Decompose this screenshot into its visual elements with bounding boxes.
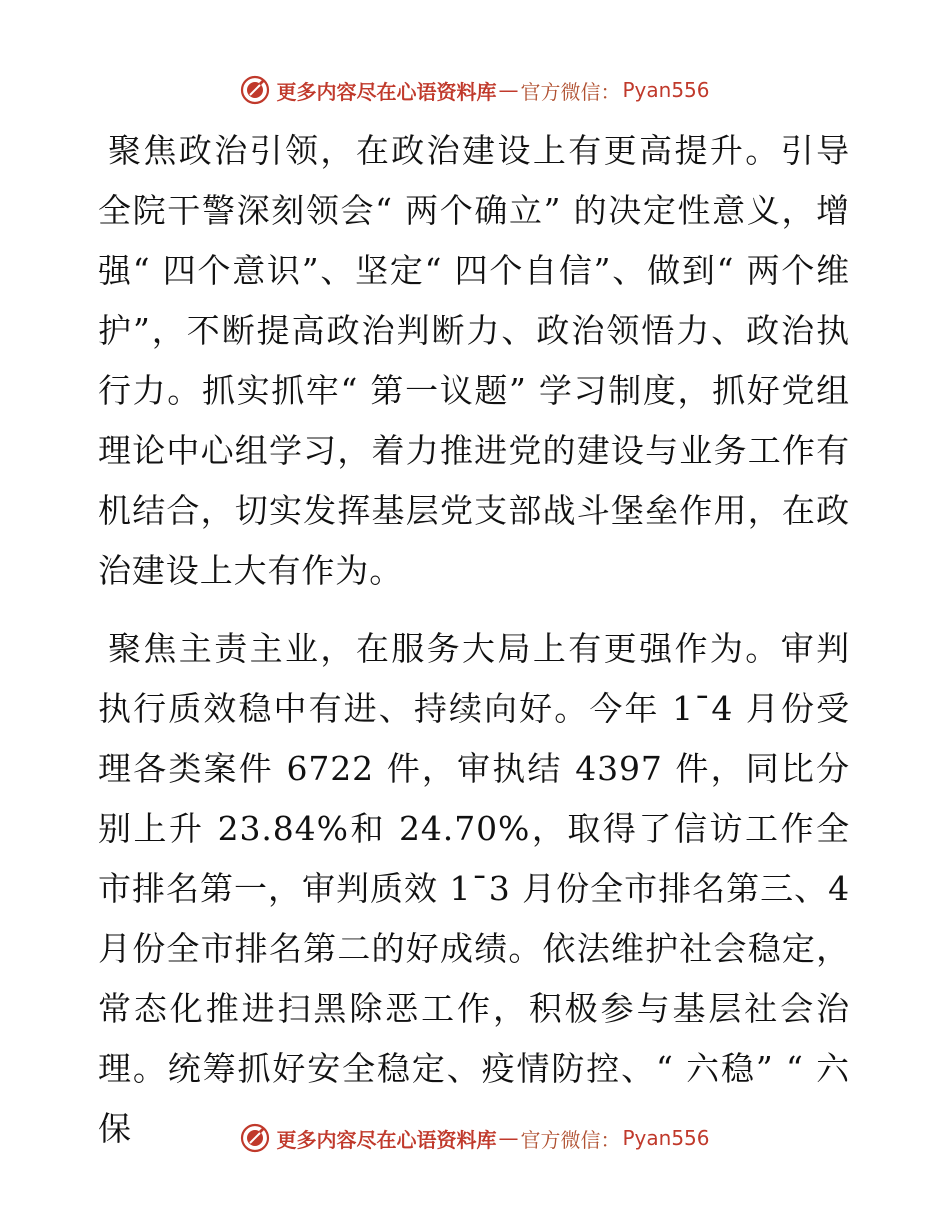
header-watermark <box>0 70 950 110</box>
paragraph-political-leadership: 聚焦政治引领，在政治建设上有更高提升。引导全院干警深刻领会“ 两个确立” 的决定性意义，增强“ 四个意识”、坚定“ 四个自信”、做到“ 两个维护”，不断提高政治判断力、政治领悟力、政治执行力。抓实抓牢“ 第一议题” 学习制度，抓好党组理论中心组学习，着力推进党的建设与业务工作有机结合，切实发挥基层党支部战斗堡垒作用，在政治建设上大有作为。 <box>98 131 850 590</box>
seal-logo-icon <box>240 75 270 105</box>
paragraph-main-responsibility: 聚焦主责主业，在服务大局上有更强作为。审判执行质效稳中有进、持续向好。今年 1¯4 月份受理各类案件 6722 件，审执结 4397 件，同比分别上升 23.84%和 24.70%，取得了信访工作全市排名第一，审判质效 1¯3 月份全市排名第三、4 月份全市排名第二的好成绩。依法维护社会稳定，常态化推进扫黑除恶工作，积极参与基层社会治理。统筹抓好安全稳定、疫情防控、“ 六稳” “ 六保 <box>98 629 850 1148</box>
footer-watermark <box>0 1118 950 1158</box>
watermark-text: 更多内容尽在心语资料库 <box>276 1127 497 1152</box>
watermark-dash: — <box>498 1126 519 1150</box>
watermark-contact-label: 官方微信： <box>520 1127 621 1152</box>
watermark-contact-id: Pyan556 <box>622 78 710 102</box>
watermark-text: 更多内容尽在心语资料库 <box>276 79 497 104</box>
watermark-dash: — <box>498 78 519 102</box>
watermark-contact-label: 官方微信： <box>520 79 621 104</box>
seal-logo-icon <box>240 1123 270 1153</box>
watermark-contact-id: Pyan556 <box>622 1126 710 1150</box>
document-body <box>98 121 850 1159</box>
